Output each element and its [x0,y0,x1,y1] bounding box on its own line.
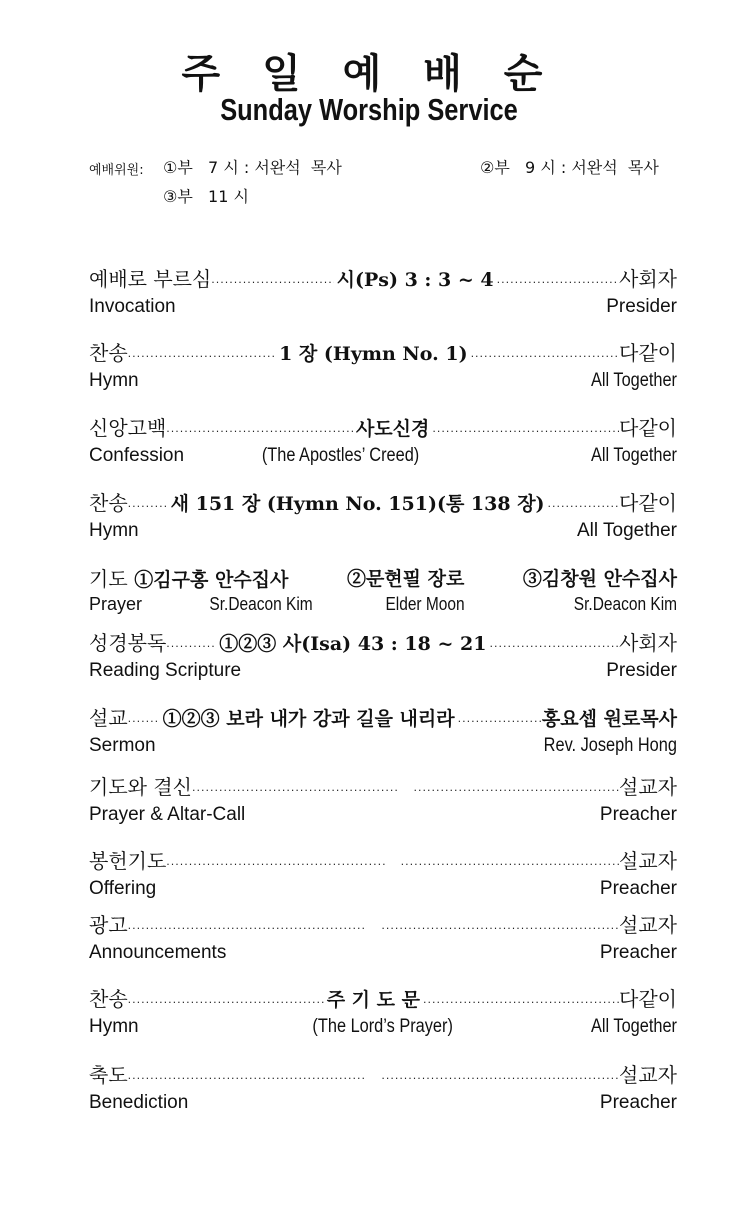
order-item [89,705,677,757]
leader-dots [211,266,333,296]
item-detail: 1 장 (Hymn No. 1) [279,343,468,365]
item-role-ko: 설교자 [619,913,677,937]
item-detail: 새 151 장 (Hymn No. 151)(통 138 장) [170,493,545,515]
item-role-en: All Together [577,520,677,541]
item-label-en: Confession [89,445,185,466]
item-label-en: Hymn [89,520,139,541]
item-role-ko: 설교자 [619,775,677,799]
item-role-ko: 설교자 [619,849,677,873]
item-label-ko: 신앙고백 [89,416,167,440]
leader-dots [128,705,160,735]
item-label-en: Offering [89,878,157,899]
leader-dots [128,1062,366,1092]
leader-dots [128,490,168,520]
prayer-leader-1: ①김구홍 안수집사 [134,569,289,591]
service-first: ①부 7 시 : 서완석 목사 [163,158,342,177]
leader-dots [192,774,398,804]
item-role-ko: 다같이 [619,416,677,440]
prayer-leader-3-en: Sr.Deacon Kim [573,594,677,614]
item-label-ko: 성경봉독 [89,631,167,655]
order-item [89,415,677,467]
item-label-ko: 찬송 [89,491,128,515]
item-detail: 시(Ps) 3 : 3 ~ 4 [336,269,494,291]
item-label-en: Benediction [89,1092,189,1113]
order-item [89,266,677,318]
item-role-en: All Together [591,1016,677,1037]
item-role-en: Preacher [599,878,677,899]
item-label-en: Invocation [89,296,176,317]
item-label-ko: 찬송 [89,341,128,365]
order-item [89,774,677,826]
item-detail-en: (The Apostles’ Creed) [261,445,420,466]
item-label-en: Reading Scripture [89,660,242,681]
item-label-en: Prayer & Altar-Call [89,804,246,825]
leader-dots [489,630,619,660]
item-role-en: Preacher [599,1092,677,1113]
order-item [89,490,677,542]
order-item [89,848,677,900]
prayer-leader-2-en: Elder Moon [385,594,465,614]
item-label-ko: 찬송 [89,987,128,1011]
item-detail: ①②③ 보라 내가 강과 길을 내리라 [162,708,455,730]
item-role-ko: 사회자 [619,631,677,655]
order-item [89,1062,677,1114]
prayer-leader-3: ③김창원 안수집사 [522,568,677,590]
item-detail: 사도신경 [355,418,430,440]
leader-dots [128,912,366,942]
item-label-ko: 기도 [89,567,128,591]
title-korean: 주 일 예 배 순 [181,51,557,97]
item-label-en: Announcements [89,942,227,963]
item-role-ko: 사회자 [619,267,677,291]
item-role-ko: 다같이 [619,341,677,365]
service-second: ②부 9 시 : 서완석 목사 [480,158,659,177]
leader-dots [458,705,542,735]
leader-dots [548,490,619,520]
leader-dots [128,340,276,370]
order-item [89,912,677,964]
leader-dots [166,848,384,878]
item-role-ko: 다같이 [619,987,677,1011]
item-role-en: All Together [591,445,677,466]
order-item-prayer [89,566,677,615]
item-role-en: Presider [606,296,677,317]
item-role-en: Preacher [599,942,677,963]
leader-dots [128,986,324,1016]
item-role-en: All Together [591,370,677,391]
item-label-ko: 광고 [89,913,128,937]
leader-dots [381,912,619,942]
service-committee-label: 예배위원: [89,163,144,178]
leader-dots [497,266,619,296]
item-detail-en: (The Lord’s Prayer) [312,1016,453,1037]
prayer-leader-1-en: Sr.Deacon Kim [209,594,313,614]
item-role-en: Presider [606,660,677,681]
item-label-ko: 기도와 결신 [89,775,192,799]
order-item [89,340,677,392]
item-role-en: Preacher [599,804,677,825]
leader-dots [166,415,353,445]
order-item [89,630,677,682]
item-label-en: Sermon [89,735,156,756]
item-role-ko: 다같이 [619,491,677,515]
item-role-en: Rev. Joseph Hong [543,735,677,756]
item-label-en: Hymn [89,1016,139,1037]
item-detail: 주 기 도 문 [326,989,420,1011]
item-label-en: Prayer [89,594,143,614]
title-english: Sunday Worship Service [220,92,518,127]
item-label-ko: 설교 [89,706,128,730]
leader-dots [423,986,619,1016]
order-item [89,986,677,1038]
service-third: ③부 11 시 [163,187,249,206]
prayer-leader-2: ②문현필 장로 [346,568,465,590]
leader-dots [166,630,216,660]
item-label-ko: 봉헌기도 [89,849,167,873]
leader-dots [471,340,619,370]
item-label-ko: 축도 [89,1063,128,1087]
leader-dots [401,848,619,878]
leader-dots [381,1062,619,1092]
item-role-ko: 홍요셉 원로목사 [541,708,677,730]
leader-dots [432,415,619,445]
item-label-ko: 예배로 부르심 [89,267,212,291]
item-role-ko: 설교자 [619,1063,677,1087]
item-label-en: Hymn [89,370,139,391]
item-detail: ①②③ 사(Isa) 43 : 18 ~ 21 [219,633,487,655]
leader-dots [414,774,620,804]
